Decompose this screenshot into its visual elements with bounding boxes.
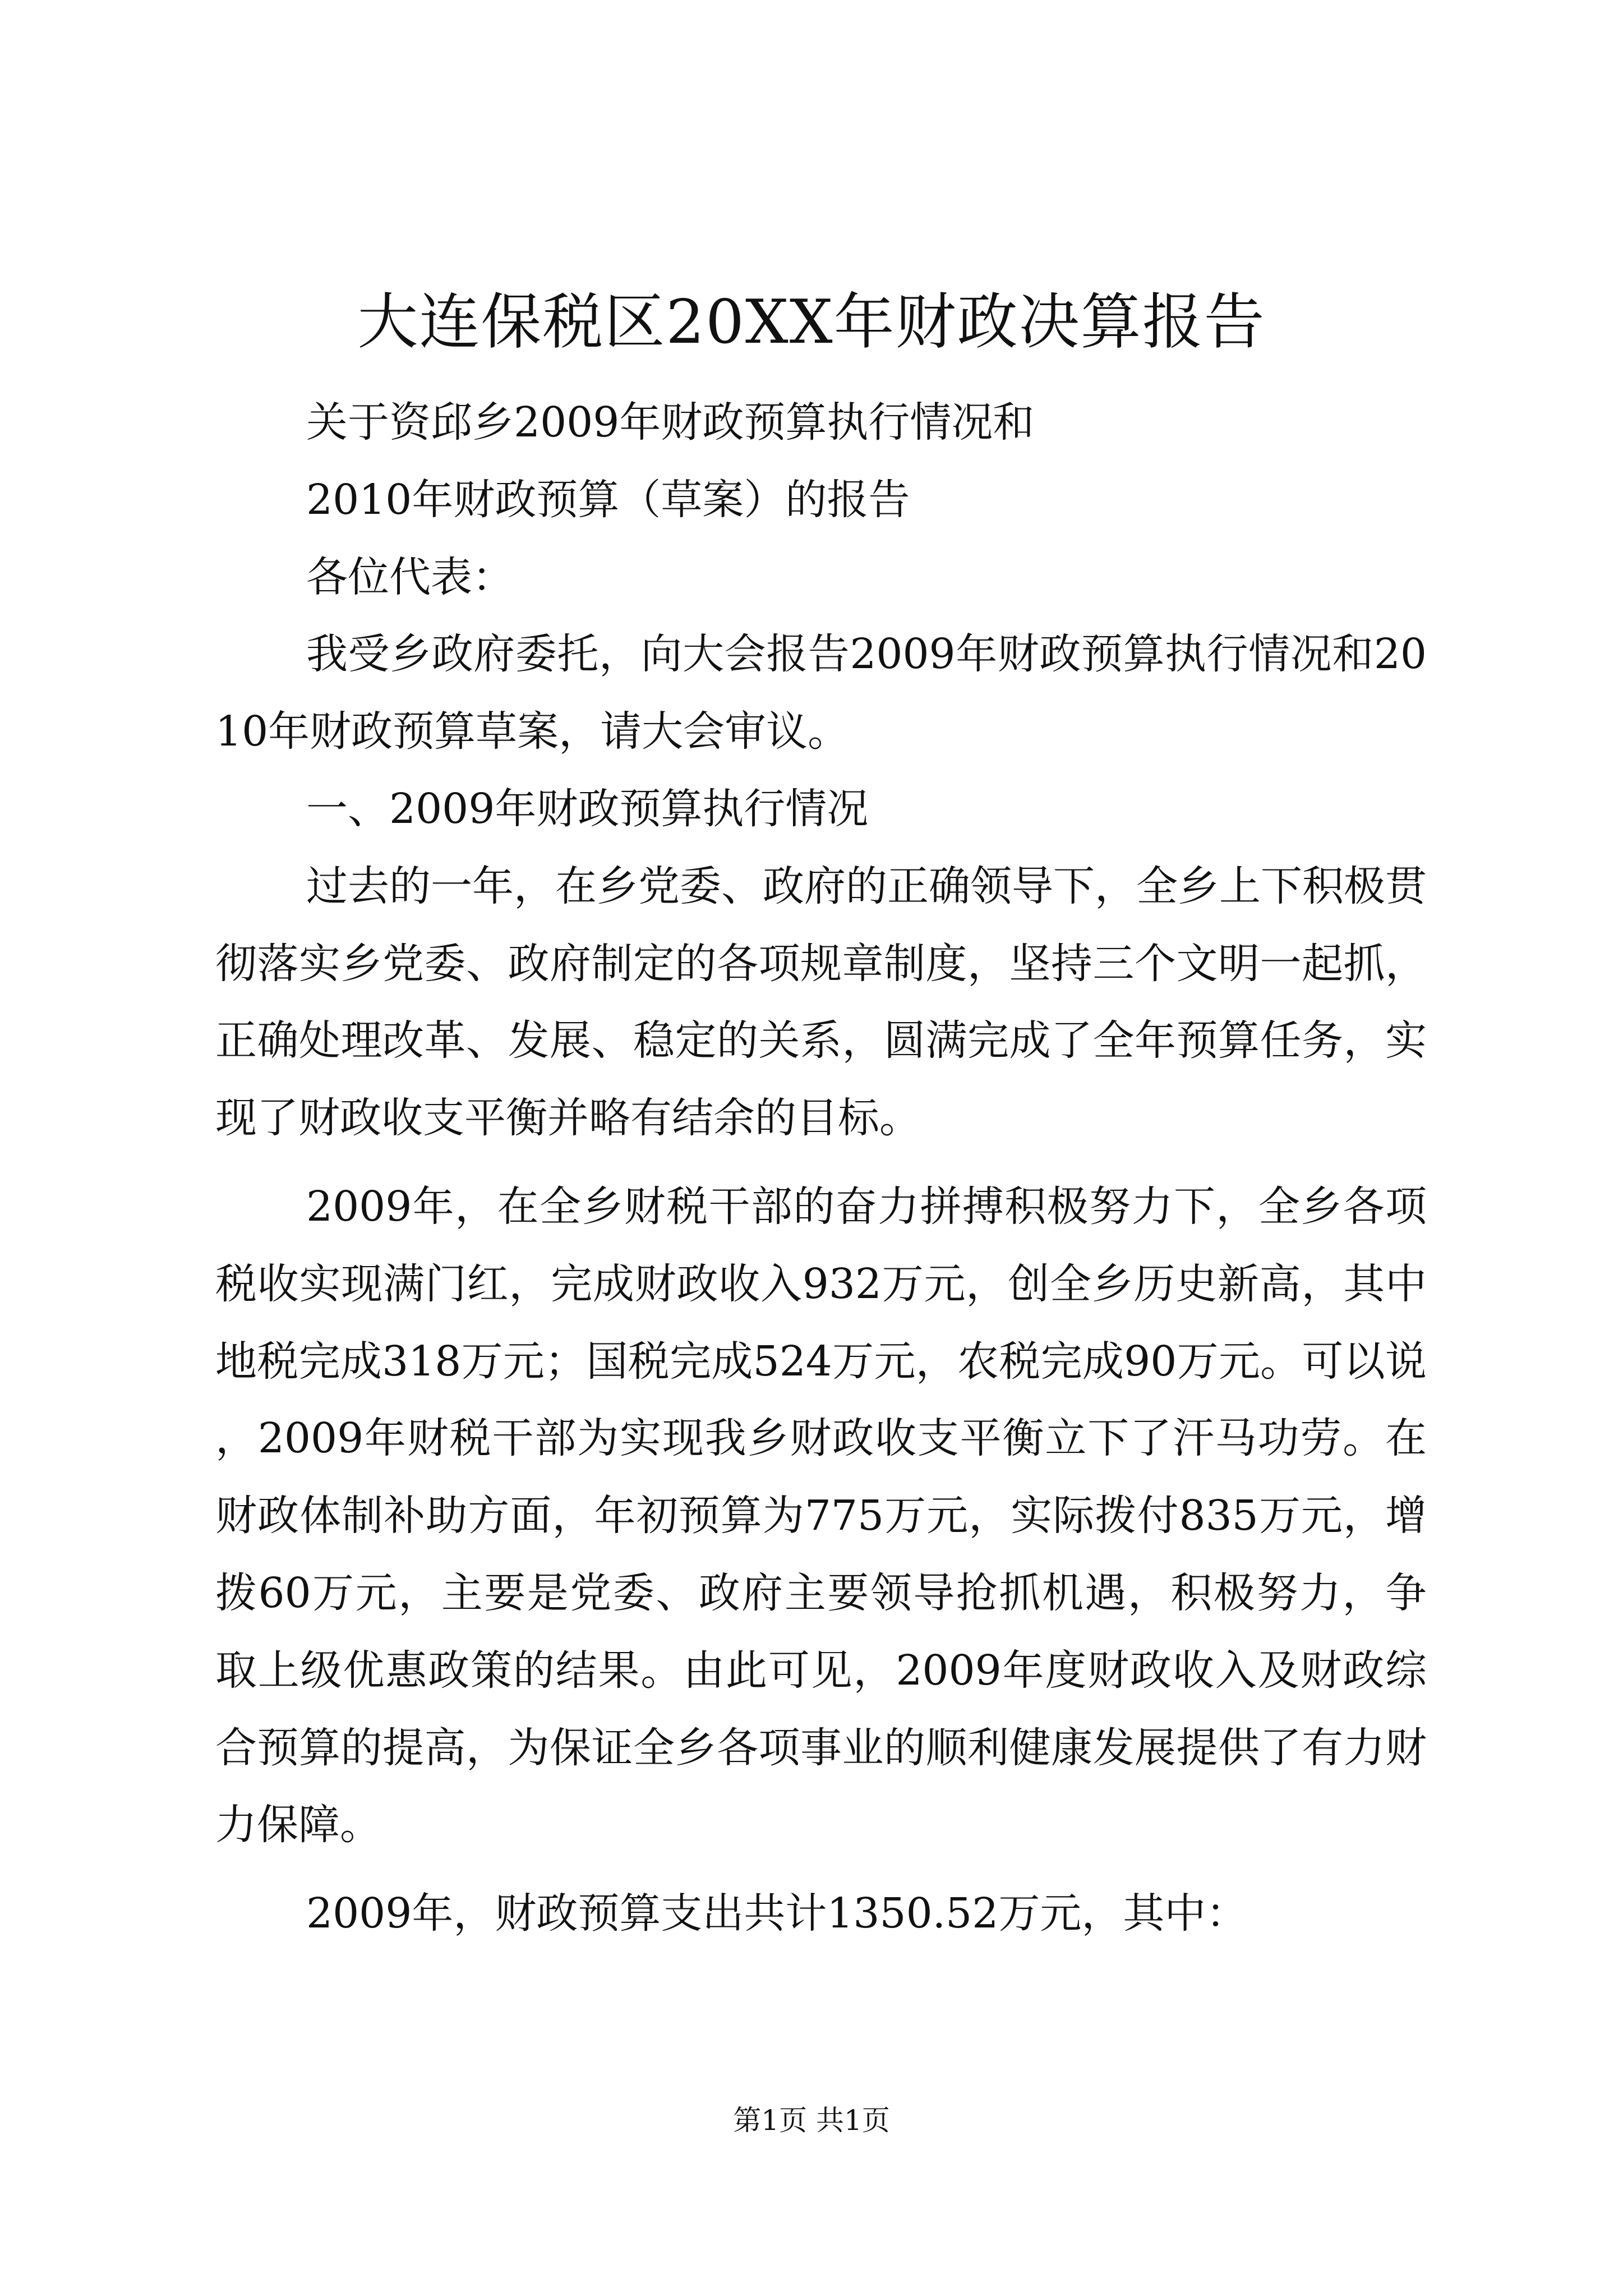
paragraph-revenue: 2009年，在全乡财税干部的奋力拼搏积极努力下，全乡各项税收实现满门红，完成财政收入932万元，创全乡历史新高，其中地税完成318万元；国税完成524万元，农税完成90万元。可以说，2009年财税干部为实现我乡财政收支平衡立下了汗马功劳。在财政体制补助方面，年初预算为775万元，实际拨付835万元，增拨60万元，主要是党委、政府主要领导抢抓机遇，积极努力，争取上级优惠政策的结果。由此可见，2009年度财政收入及财政综合预算的提高，为保证全乡各项事业的顺利健康发展提供了有力财力保障。 xyxy=(215,1182,1427,1849)
document-body xyxy=(215,384,1427,1953)
salutation: 各位代表： xyxy=(306,553,514,601)
document-title: 大连保税区20XX年财政决算报告 xyxy=(357,287,1266,357)
paragraph-expenditure: 2009年，财政预算支出共计1350.52万元，其中： xyxy=(306,1889,1248,1938)
report-subtitle-line-1: 关于资邱乡2009年财政预算执行情况和 xyxy=(306,398,1035,447)
paragraph-overview: 过去的一年，在乡党委、政府的正确领导下，全乡上下积极贯彻落实乡党委、政府制定的各项规章制度，坚持三个文明一起抓，正确处理改革、发展、稳定的关系，圆满完成了全年预算任务，实现了财政收支平衡并略有结余的目标。 xyxy=(215,862,1427,1143)
page-footer: 第1页 共1页 xyxy=(733,2104,890,2137)
section-heading: 一、2009年财政预算执行情况 xyxy=(306,784,869,833)
report-subtitle-line-2: 2010年财政预算（草案）的报告 xyxy=(306,475,910,524)
paragraph-intro: 我受乡政府委托，向大会报告2009年财政预算执行情况和2010年财政预算草案，请大会审议。 xyxy=(215,630,1427,756)
